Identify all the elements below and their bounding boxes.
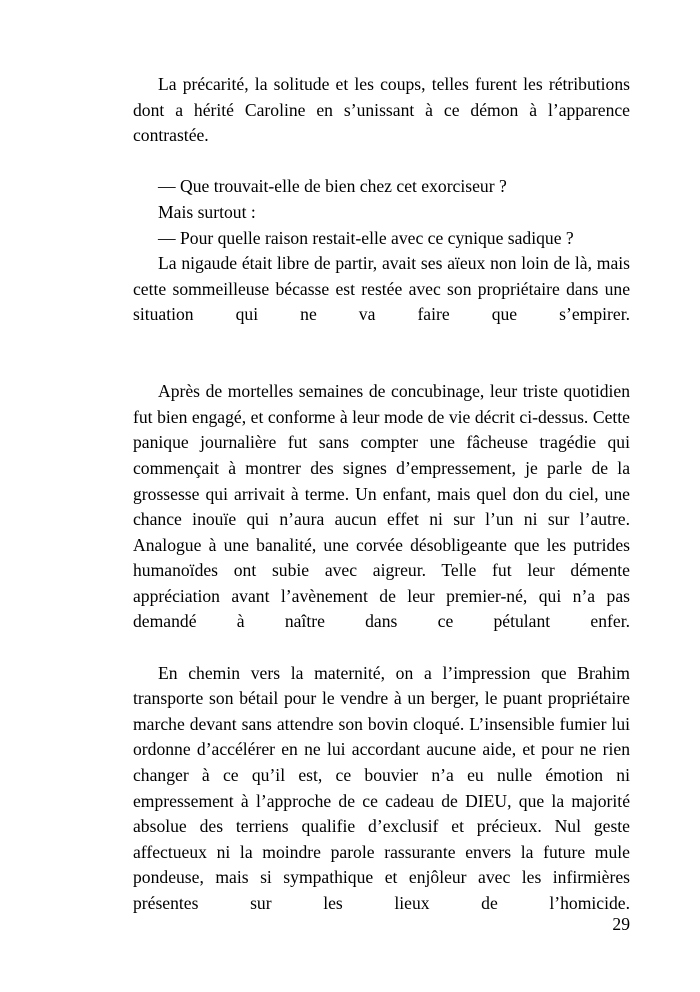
page-text-column: [133, 72, 630, 942]
dialogue-line-2: Mais surtout :: [158, 201, 256, 222]
paragraph-2: La nigaude était libre de partir, avait ses aïeux non loin de là, mais cette sommeilleuse bécasse est restée avec son propriétaire dans une situation qui ne va faire que s’empirer.: [133, 253, 630, 325]
page-number: 29: [612, 914, 630, 934]
paragraph-1: La précarité, la solitude et les coups, telles furent les rétributions dont a hérité Caroline en s’unissant à ce démon à l’apparence contrastée.: [133, 74, 630, 146]
paragraph-3: Après de mortelles semaines de concubinage, leur triste quotidien fut bien engagé, et conforme à leur mode de vie décrit ci-dessus. Cette panique journalière fut sans compter une fâcheuse tragédie qui commençait à montrer des signes d’empressement, je parle de la grossesse qui arrivait à terme. Un enfant, mais quel don du ciel, une chance inouïe qui n’aura aucun effet ni sur l’un ni sur l’autre. Analogue à une banalité, une corvée désobligeante que les putrides humanoïdes ont subie avec aigreur. Telle fut leur démente appréciation avant l’avènement de leur premier-né, qui n’a pas demandé à naître dans ce pétulant enfer.: [133, 381, 630, 632]
paragraph-block-separator: [133, 354, 630, 380]
paragraph-4: En chemin vers la maternité, on a l’impression que Brahim transporte son bétail pour le vendre à un berger, le puant propriétaire marche devant sans attendre son bovin cloqué. L’insensible fumier lui ordonne d’accélérer en ne lui accordant aucune aide, et pour ne rien changer à ce qu’il est, ce bouvier n’a eu nulle émotion ni empressement à l’approche de ce cadeau de DIEU, que la majorité absolue des terriens qualifie d’exclusif et précieux. Nul geste affectueux ni la moindre parole rassurante envers la future mule pondeuse, mais si sympathique et enjôleur avec les infirmières présentes sur les lieux de l’homicide.: [133, 662, 630, 913]
dialogue-line-1: — Que trouvait-elle de bien chez cet exorciseur ?: [158, 176, 507, 197]
dialogue-line-3: — Pour quelle raison restait-elle avec ce cynique sadique ?: [158, 227, 574, 248]
